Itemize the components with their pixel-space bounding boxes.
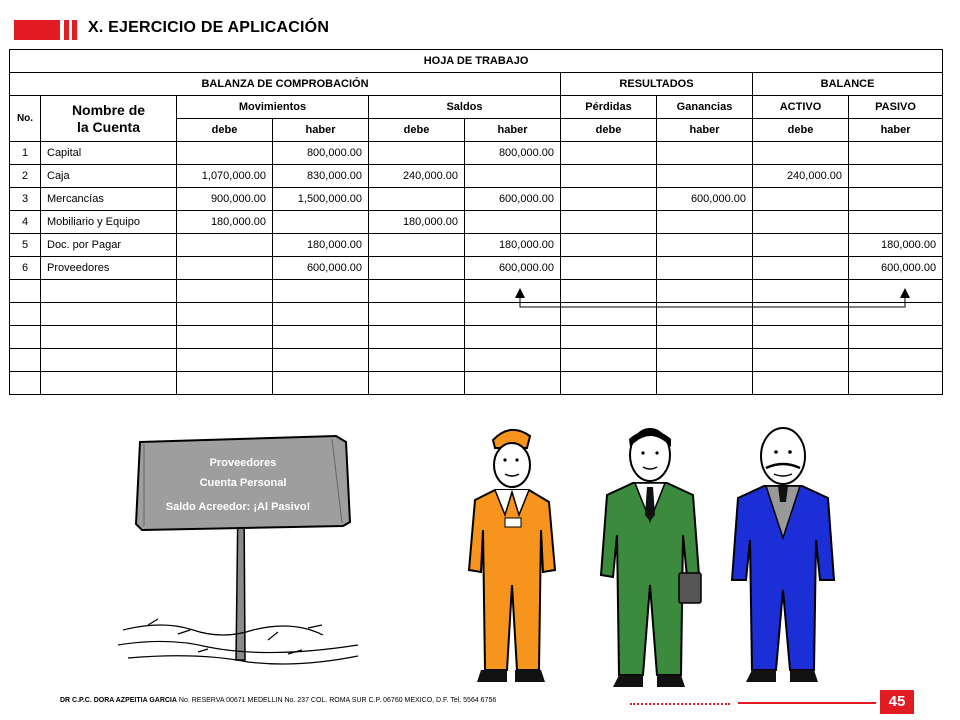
col-nombre-header: Nombre de la Cuenta (41, 96, 177, 142)
footer-author: DR C.P.C. DORA AZPEITIA GARCIA (60, 697, 177, 704)
col-no-header: No. (10, 96, 41, 142)
amount-cell: 180,000.00 (849, 234, 943, 257)
amount-cell: 180,000.00 (177, 211, 273, 234)
arrow-up-icon (900, 288, 910, 298)
amount-cell: 800,000.00 (273, 142, 369, 165)
amount-cell: 1,500,000.00 (273, 188, 369, 211)
worker-illustration (455, 420, 565, 690)
perdidas-header: Pérdidas (561, 96, 657, 119)
amount-cell: 600,000.00 (465, 188, 561, 211)
row-number: 5 (10, 234, 41, 257)
row-number: 6 (10, 257, 41, 280)
pasivo-header: PASIVO (849, 96, 943, 119)
row-number: 3 (10, 188, 41, 211)
col-header-debe: debe (561, 119, 657, 142)
group-balance: BALANCE (753, 73, 943, 96)
amount-cell: 800,000.00 (465, 142, 561, 165)
amount-cell: 180,000.00 (465, 234, 561, 257)
account-name: Caja (41, 165, 177, 188)
worksheet-title: HOJA DE TRABAJO (10, 50, 943, 73)
account-name: Mobiliario y Equipo (41, 211, 177, 234)
footer-red-line (738, 702, 876, 704)
sign-illustration (118, 430, 378, 670)
account-name: Mercancías (41, 188, 177, 211)
sign-line-1: Proveedores (209, 457, 277, 469)
footer-dotted-line (630, 703, 730, 705)
col-header-haber: haber (657, 119, 753, 142)
footer-info (60, 697, 496, 704)
row-number: 2 (10, 165, 41, 188)
amount-cell: 600,000.00 (465, 257, 561, 280)
col-header-debe: debe (753, 119, 849, 142)
row-number: 4 (10, 211, 41, 234)
arrow-up-icon (515, 288, 525, 298)
page-number: 45 (880, 690, 914, 714)
sign-line-3: Saldo Acreedor: ¡Al Pasivo! (165, 501, 311, 513)
col-header-debe: debe (177, 119, 273, 142)
ganancias-header: Ganancias (657, 96, 753, 119)
movimientos-header: Movimientos (177, 96, 369, 119)
account-name: Proveedores (41, 257, 177, 280)
col-header-debe: debe (369, 119, 465, 142)
amount-cell: 600,000.00 (273, 257, 369, 280)
section-title: X. EJERCICIO DE APLICACIÓN (88, 19, 330, 36)
row-number: 1 (10, 142, 41, 165)
amount-cell: 180,000.00 (273, 234, 369, 257)
group-balanza: BALANZA DE COMPROBACIÓN (10, 73, 561, 96)
amount-cell: 600,000.00 (657, 188, 753, 211)
footer-address: No. RESERVA 00671 MEDELLIN No. 237 COL. ROMA SUR C.P. 06760 MEXICO, D.F. Tel. 5564 6756 (176, 697, 497, 704)
amount-cell: 900,000.00 (177, 188, 273, 211)
amount-cell: 830,000.00 (273, 165, 369, 188)
amount-cell: 180,000.00 (369, 211, 465, 234)
group-resultados: RESULTADOS (561, 73, 753, 96)
amount-cell: 240,000.00 (369, 165, 465, 188)
amount-cell: 1,070,000.00 (177, 165, 273, 188)
col-header-haber: haber (465, 119, 561, 142)
amount-cell: 600,000.00 (849, 257, 943, 280)
man-green-suit-illustration (595, 425, 705, 695)
col-header-haber: haber (849, 119, 943, 142)
amount-cell: 240,000.00 (753, 165, 849, 188)
sign-line-2: Cuenta Personal (199, 477, 287, 489)
man-blue-suit-illustration (728, 420, 838, 690)
account-name: Doc. por Pagar (41, 234, 177, 257)
saldos-header: Saldos (369, 96, 561, 119)
activo-header: ACTIVO (753, 96, 849, 119)
col-header-haber: haber (273, 119, 369, 142)
account-name: Capital (41, 142, 177, 165)
connector-line (520, 298, 905, 307)
